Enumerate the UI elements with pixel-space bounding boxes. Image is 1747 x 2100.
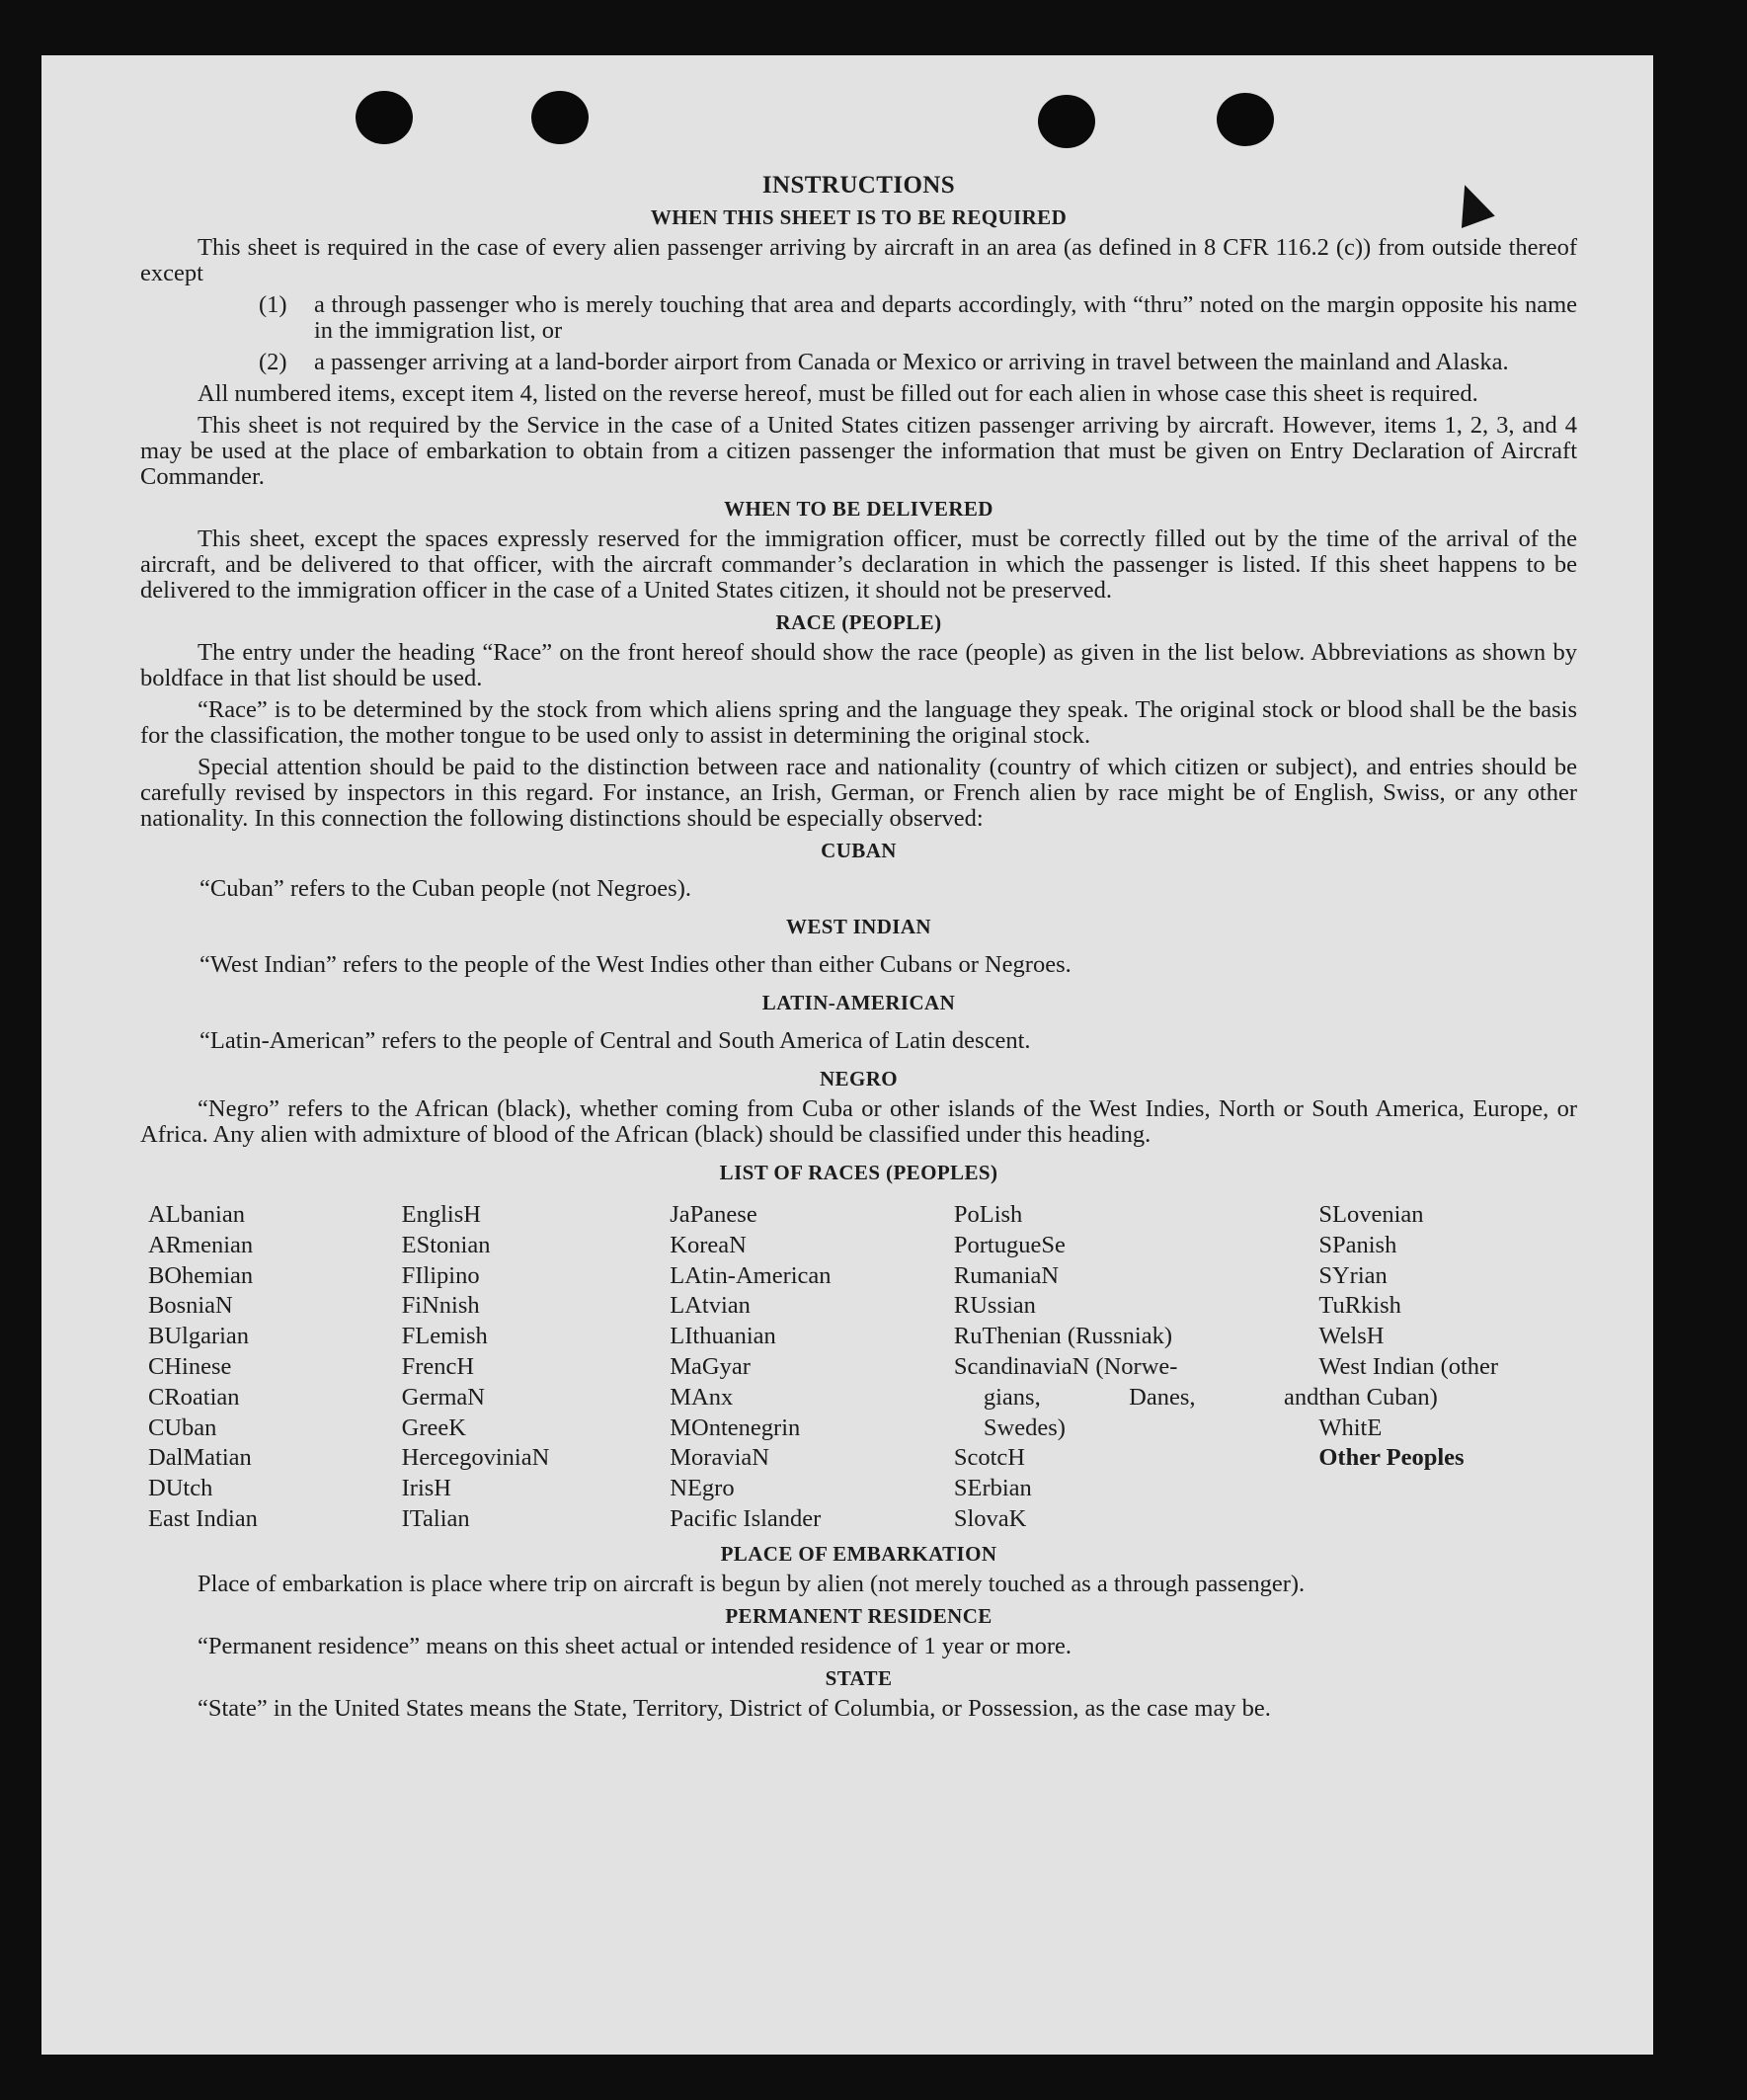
residence-paragraph: “Permanent residence” means on this sheet actual or intended residence of 1 year or more.: [198, 1632, 1072, 1659]
section-title-race: RACE (PEOPLE): [775, 610, 942, 634]
race-list-entry: West Indian (other: [1318, 1352, 1499, 1380]
instruction-sheet: [41, 55, 1653, 2055]
race-list-entry: ITalian: [401, 1504, 470, 1532]
race-list-entry: TuRkish: [1318, 1292, 1401, 1320]
race-list-entry: WelsH: [1318, 1323, 1385, 1350]
race-list-entry: CUban: [148, 1413, 217, 1441]
section-title-negro: NEGRO: [819, 1067, 898, 1090]
section-title-state: STATE: [825, 1665, 893, 1690]
instructions-body: [140, 115, 1577, 1728]
race-list-column-3: [670, 1200, 954, 1535]
race-paragraph-1: The entry under the heading “Race” on the front hereof should show the race (people) as given in the list below. Abbreviations as shown by boldface in that list should be used.: [140, 639, 1577, 691]
race-list-entry: ScotcH: [953, 1444, 1025, 1472]
race-list-entry: GermaN: [401, 1383, 485, 1411]
race-list-entry: SErbian: [953, 1475, 1032, 1502]
embarkation-paragraph: Place of embarkation is place where trip on aircraft is begun by alien (not merely touched as a through passenger).: [198, 1570, 1306, 1597]
race-list-column-5: [1318, 1200, 1577, 1535]
race-list-entry: MOntenegrin: [670, 1413, 801, 1441]
race-list-entry: gians, Danes, and: [983, 1383, 1319, 1411]
item-number: (1): [259, 291, 287, 318]
race-list-entry: RumaniaN: [953, 1261, 1060, 1289]
race-list-entry: PortugueSe: [953, 1231, 1066, 1258]
item-text: a through passenger who is merely touching that area and departs accordingly, with “thru” noted on the margin opposite his name in the immigration list, or: [314, 291, 1577, 344]
race-list-entry: BosniaN: [148, 1292, 233, 1320]
race-list-entry: EStonian: [401, 1231, 491, 1258]
race-list: [148, 1200, 1577, 1535]
race-list-entry: KoreaN: [670, 1231, 747, 1258]
race-paragraph-3: Special attention should be paid to the distinction between race and nationality (country of which citizen or subject), and entries should be carefully revised by inspectors in this regard. For instance, an Irish, German, or French alien by race might be of English, Swiss, or any other nationality. In this connection the following distinctions should be especially observed:: [140, 754, 1577, 832]
section-title-latin-american: LATIN-AMERICAN: [761, 991, 956, 1014]
delivered-paragraph: This sheet, except the spaces expressly reserved for the immigration officer, must be correctly filled out by the time of the arrival of the aircraft, and be delivered to that officer, with the aircraft commander’s declaration in which the passenger is listed. If this sheet happens to be delivered to the immigration officer in the case of a United States citizen, it should not be preserved.: [140, 525, 1577, 604]
race-list-entry: ARmenian: [148, 1231, 254, 1258]
state-paragraph: “State” in the United States means the State, Territory, District of Columbia, or Possession, as the case may be.: [198, 1694, 1271, 1722]
race-list-column-1: [148, 1200, 402, 1535]
race-list-entry: MAnx: [670, 1383, 734, 1411]
race-list-entry: RUssian: [953, 1292, 1036, 1320]
page-title: INSTRUCTIONS: [761, 172, 956, 199]
race-list-entry: JaPanese: [670, 1201, 757, 1228]
race-list-entry: FLemish: [401, 1323, 488, 1350]
race-list-entry: LAtin-American: [670, 1261, 832, 1289]
race-list-entry: East Indian: [148, 1504, 258, 1532]
section-title-list-of-races: LIST OF RACES (PEOPLES): [719, 1161, 998, 1184]
race-list-entry: SlovaK: [953, 1504, 1027, 1532]
section-title-required: WHEN THIS SHEET IS TO BE REQUIRED: [650, 205, 1068, 229]
race-list-entry: ScandinaviaN (Norwe-: [953, 1352, 1178, 1380]
race-list-entry: FIlipino: [401, 1261, 480, 1289]
race-list-entry: MaGyar: [670, 1352, 751, 1380]
exception-item-2: [259, 350, 1577, 375]
race-list-entry: BOhemian: [148, 1261, 254, 1289]
race-list-entry: than Cuban): [1318, 1383, 1438, 1411]
section-title-cuban: CUBAN: [821, 839, 897, 862]
item-number: (2): [259, 349, 287, 375]
section-title-embarkation: PLACE OF EMBARKATION: [720, 1541, 997, 1566]
race-list-entry: MoraviaN: [670, 1444, 769, 1472]
race-list-entry: LIthuanian: [670, 1323, 776, 1350]
race-list-column-4: [954, 1200, 1318, 1535]
item-text: a passenger arriving at a land-border airport from Canada or Mexico or arriving in travel between the mainland and Alaska.: [314, 349, 1509, 375]
race-list-entry: SPanish: [1318, 1231, 1397, 1258]
race-list-entry: EnglisH: [401, 1201, 481, 1228]
race-list-column-2: [402, 1200, 671, 1535]
race-list-entry: Swedes): [983, 1413, 1066, 1441]
section-title-delivered: WHEN TO BE DELIVERED: [724, 497, 993, 521]
race-list-entry: GreeK: [401, 1413, 466, 1441]
negro-definition: “Negro” refers to the African (black), whether coming from Cuba or other islands of the West Indies, North or South America, Europe, or Africa. Any alien with admixture of blood of the African (black) should be classified under this heading.: [140, 1095, 1577, 1148]
race-list-entry: LAtvian: [670, 1292, 751, 1320]
race-list-entry: NEgro: [670, 1475, 735, 1502]
latin-american-definition: “Latin-American” refers to the people of Central and South America of Latin descent.: [199, 1027, 1031, 1054]
west-indian-definition: “West Indian” refers to the people of the West Indies other than either Cubans or Negroes.: [199, 951, 1072, 978]
race-list-entry: BUlgarian: [148, 1323, 250, 1350]
race-list-entry: WhitE: [1318, 1413, 1383, 1441]
race-list-entry: CRoatian: [148, 1383, 240, 1411]
required-paragraph-1: This sheet is required in the case of every alien passenger arriving by aircraft in an area (as defined in 8 CFR 116.2 (c)) from outside thereof except: [140, 234, 1577, 286]
required-paragraph-3: This sheet is not required by the Service in the case of a United States citizen passenger arriving by aircraft. However, items 1, 2, 3, and 4 may be used at the place of embarkation to obtain from a citizen passenger the information that must be given on Entry Declaration of Aircraft Commander.: [140, 412, 1577, 490]
race-list-entry: PoLish: [953, 1201, 1023, 1228]
race-list-entry: CHinese: [148, 1352, 232, 1380]
race-list-entry: DUtch: [148, 1475, 213, 1502]
race-list-entry: RuThenian (Russniak): [953, 1323, 1173, 1350]
race-list-entry: Other Peoples: [1318, 1444, 1465, 1472]
race-list-entry: DalMatian: [148, 1444, 252, 1472]
race-list-entry: FrencH: [401, 1352, 475, 1380]
section-title-west-indian: WEST INDIAN: [786, 915, 931, 938]
race-list-entry: SLovenian: [1318, 1201, 1424, 1228]
race-list-entry: ALbanian: [148, 1201, 245, 1228]
race-list-entry: HercegoviniaN: [401, 1444, 550, 1472]
race-list-entry: Pacific Islander: [670, 1504, 822, 1532]
section-title-residence: PERMANENT RESIDENCE: [725, 1603, 993, 1628]
cuban-definition: “Cuban” refers to the Cuban people (not Negroes).: [199, 875, 691, 902]
race-list-entry: IrisH: [401, 1475, 451, 1502]
required-paragraph-2: All numbered items, except item 4, listed on the reverse hereof, must be filled out for each alien in whose case this sheet is required.: [198, 380, 1478, 407]
race-paragraph-2: “Race” is to be determined by the stock from which aliens spring and the language they speak. The original stock or blood shall be the basis for the classification, the mother tongue to be used only to assist in determining the original stock.: [140, 696, 1577, 749]
exception-item-1: [259, 292, 1577, 344]
race-list-entry: FiNnish: [401, 1292, 480, 1320]
race-list-entry: SYrian: [1318, 1261, 1388, 1289]
